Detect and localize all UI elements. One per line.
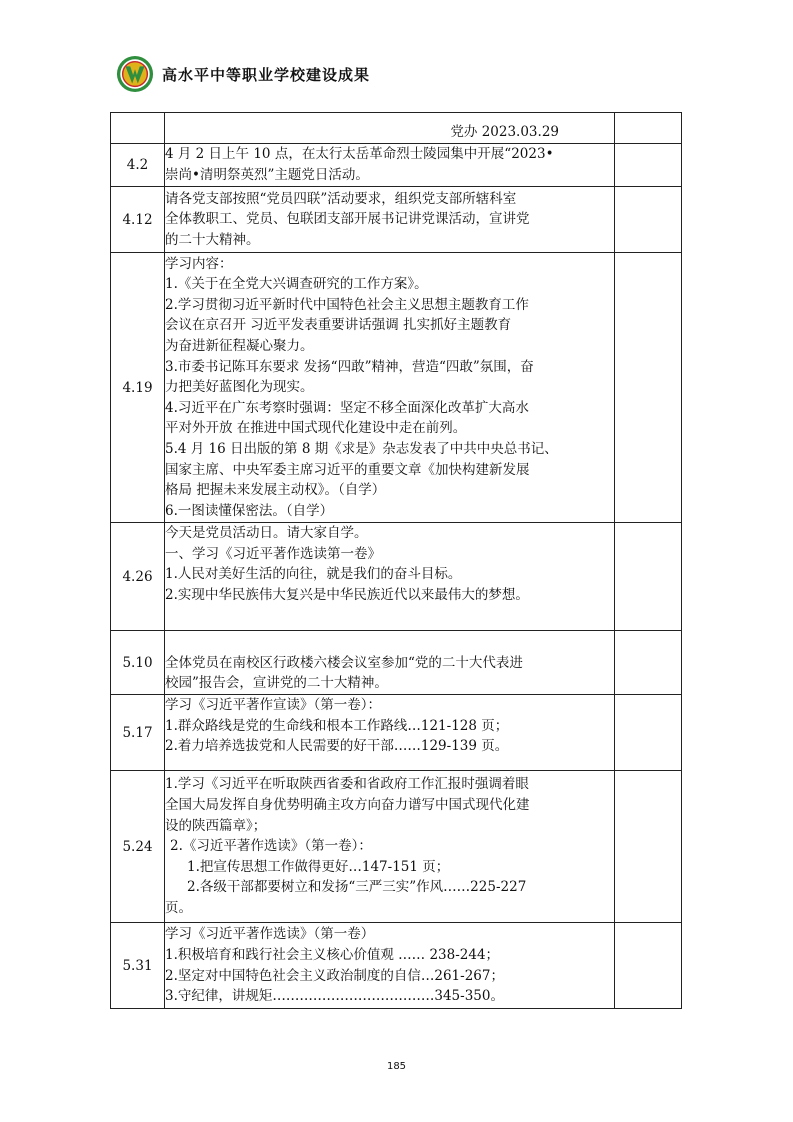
content-line: 的二十大精神。 (165, 231, 260, 248)
content-line: 今天是党员活动日。请大家自学。 (165, 525, 368, 541)
date-cell: 4.2 (111, 144, 165, 187)
school-emblem-icon (116, 55, 154, 93)
table-row (111, 187, 682, 253)
date-cell: 5.24 (111, 771, 165, 923)
content-line: 4.习近平在广东考察时强调：坚定不移全面深化改革扩大高水 (165, 399, 529, 416)
content-line: 会议在京召开 习近平发表重要讲话强调 扎实抓好主题教育 (165, 317, 512, 334)
content-line: 平对外开放 在推进中国式现代化建设中走在前列。 (165, 420, 467, 437)
table-row (111, 631, 682, 695)
remark-cell (615, 923, 682, 1009)
page-header (116, 54, 370, 94)
content-line: 1.把宣传思想工作做得更好…147-151 页； (187, 858, 450, 875)
remark-cell (615, 771, 682, 923)
content-cell (165, 631, 615, 695)
date-cell (111, 113, 165, 144)
date-cell: 4.19 (111, 253, 165, 523)
content-line: 4 月 2 日上午 10 点，在太行太岳革命烈士陵园集中开展“2023• (165, 146, 554, 163)
content-line: 1.《关于在全党大兴调查研究的工作方案》。 (165, 276, 428, 293)
header-title: 高水平中等职业学校建设成果 (162, 65, 371, 84)
content-line: 力把美好蓝图化为现实。 (165, 379, 314, 396)
content-line: 页。 (165, 899, 192, 916)
content-line: 学习《习近平著作宣读》（第一卷）： (165, 697, 381, 713)
content-cell (165, 771, 615, 923)
table-row (111, 923, 682, 1009)
table-row (111, 113, 682, 144)
remark-cell (615, 631, 682, 695)
content-cell (165, 144, 615, 187)
content-line: 5.4 月 16 日出版的第 8 期《求是》杂志发表了中共中央总书记、 (165, 440, 558, 457)
content-line: 全体党员在南校区行政楼六楼会议室参加“党的二十大代表进 (165, 654, 523, 671)
content-line: 3.守纪律，讲规矩………………………………345-350。 (165, 988, 504, 1005)
content-line: 学习内容： (165, 255, 233, 272)
content-line: 学习《习近平著作选读》（第一卷） (165, 926, 375, 943)
table-row (111, 523, 682, 631)
content-line: 2.《习近平著作选读》（第一卷）： (170, 838, 372, 855)
activity-table (110, 112, 682, 1009)
content-cell (165, 253, 615, 523)
content-line: 崇尚•清明祭英烈”主题党日活动。 (165, 167, 369, 183)
content-line: 2.着力培养选拔党和人民需要的好干部……129-139 页。 (165, 738, 509, 755)
content-cell (165, 523, 615, 631)
content-line: 2.学习贯彻习近平新时代中国特色社会主义思想主题教育工作 (165, 296, 529, 313)
date-cell: 5.31 (111, 923, 165, 1009)
content-cell (165, 923, 615, 1009)
content-line: 设的陕西篇章》； (165, 817, 267, 834)
content-cell (165, 113, 615, 144)
content-line: 1.积极培育和践行社会主义核心价值观 …… 238-244； (165, 946, 500, 963)
content-line: 1.人民对美好生活的向往，就是我们的奋斗目标。 (165, 566, 462, 583)
content-line: 1.群众路线是党的生命线和根本工作路线…121-128 页； (165, 717, 509, 734)
date-cell: 5.17 (111, 695, 165, 771)
content-line: 全体教职工、党员、包联团支部开展书记讲党课活动，宣讲党 (165, 211, 530, 228)
content-cell (165, 187, 615, 253)
date-cell: 4.12 (111, 187, 165, 253)
content-line: 6.一图读懂保密法。（自学） (165, 502, 334, 519)
table-row (111, 695, 682, 771)
date-cell: 4.26 (111, 523, 165, 631)
content-line: 3.市委书记陈耳东要求 发扬“四敢”精神，营造“四敢”氛围，奋 (165, 358, 534, 375)
content-line: 2.实现中华民族伟大复兴是中华民族近代以来最伟大的梦想。 (165, 586, 529, 603)
table-row (111, 253, 682, 523)
content-line: 国家主席、中央军委主席习近平的重要文章《加快构建新发展 (165, 461, 530, 478)
content-line: 2.各级干部都要树立和发扬“三严三实”作风……225-227 (187, 879, 527, 896)
remark-cell (615, 695, 682, 771)
table-row (111, 144, 682, 187)
page-number: 185 (386, 1061, 407, 1072)
content-line: 2.坚定对中国特色社会主义政治制度的自信…261-267； (165, 967, 504, 984)
table-row (111, 771, 682, 923)
remark-cell (615, 523, 682, 631)
date-cell: 5.10 (111, 631, 165, 695)
remark-cell (615, 113, 682, 144)
signature-line: 党办 2023.03.29 (450, 124, 559, 141)
content-line: 一、学习《习近平著作选读第一卷》 (165, 545, 381, 562)
content-line: 请各党支部按照“党员四联”活动要求，组织党支部所辖科室 (165, 190, 517, 207)
remark-cell (615, 144, 682, 187)
content-line: 全国大局发挥自身优势明确主攻方向奋力谱写中国式现代化建 (165, 797, 530, 814)
content-cell (165, 695, 615, 771)
remark-cell (615, 253, 682, 523)
content-line: 校园”报告会，宣讲党的二十大精神。 (165, 675, 388, 692)
content-line: 为奋进新征程凝心聚力。 (165, 338, 314, 355)
content-line: 格局 把握未来发展主动权》。（自学） (165, 482, 386, 499)
remark-cell (615, 187, 682, 253)
content-line: 1.学习《习近平在听取陕西省委和省政府工作汇报时强调着眼 (165, 776, 529, 793)
